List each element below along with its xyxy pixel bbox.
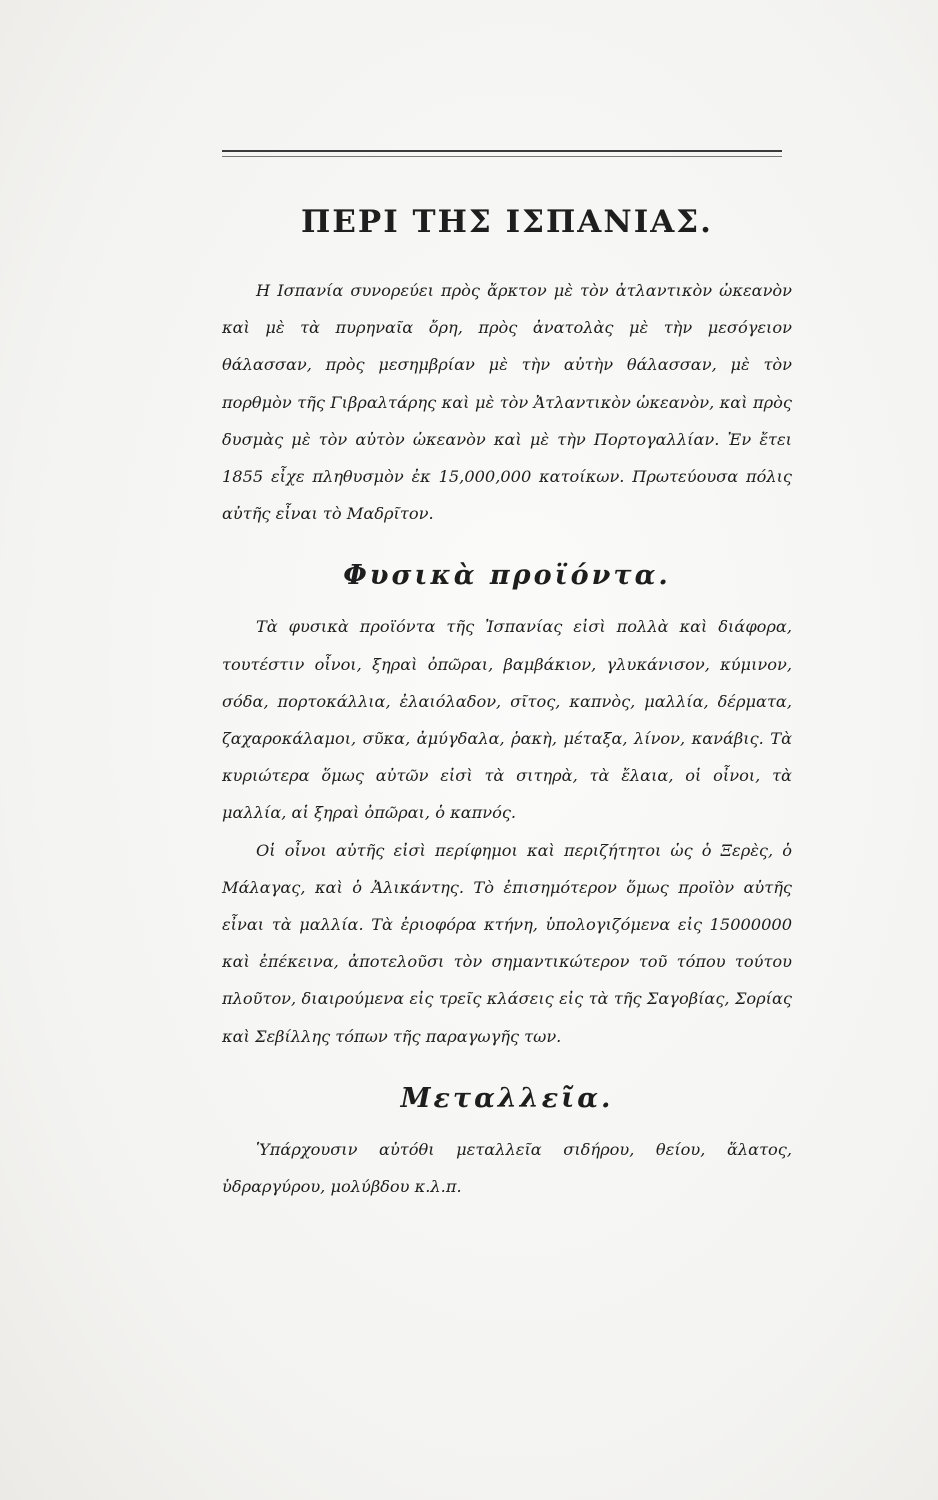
header-rule <box>222 150 782 152</box>
mines-paragraph: Ὑπάρχουσιν αὐτόθι μεταλλεῖα σιδήρου, θείου, ἅλατος, ὑδραργύρου, μολύβδου κ.λ.π. <box>222 1139 792 1197</box>
chapter-title: ΠΕΡΙ ΤΗΣ ΙΣΠΑΝΙΑΣ. <box>301 204 713 240</box>
header-rule-thin <box>222 156 782 157</box>
section-title-mines: Μεταλλεῖα. <box>400 1082 614 1114</box>
section-title-natural-products: Φυσικὰ προϊόντα. <box>343 560 671 592</box>
natural-products-paragraph-2: Οἱ οἶνοι αὐτῆς εἰσὶ περίφημοι καὶ περιζήτητοι ὡς ὁ Ξερὲς, ὁ Μάλαγας, καὶ ὁ Ἀλικάντης. Τὸ ἐπισημότερον ὅμως προϊὸν αὐτῆς εἶναι τὰ μαλλία. Τὰ ἐριοφόρα κτήνη, ὑπολογιζόμενα εἰς 15000000 καὶ ἐπέκεινα, ἀποτελοῦσι τὸν σημαντικώτερον τοῦ τόπου τούτου πλοῦτον, διαιρούμενα εἰς τρεῖς κλάσεις εἰς τὰ τῆς Σαγοβίας, Σορίας καὶ Σεβίλλης τόπων τῆς παραγωγῆς των. <box>222 840 792 1046</box>
natural-products-paragraph-1: Τὰ φυσικὰ προϊόντα τῆς Ἰσπανίας εἰσὶ πολλὰ καὶ διάφορα, τουτέστιν οἶνοι, ξηραὶ ὀπῶραι, βαμβάκιον, γλυκάνισον, κύμινον, σόδα, πορτοκάλλια, ἐλαιόλαδον, σῖτος, καπνὸς, μαλλία, δέρματα, ζαχαροκάλαμοι, σῦκα, ἀμύγδαλα, ῥακὴ, μέταξα, λίνον, κανάβις. Τὰ κυριώτερα ὅμως αὐτῶν εἰσὶ τὰ σιτηρὰ, τὰ ἔλαια, οἱ οἶνοι, τὰ μαλλία, αἱ ξηραὶ ὀπῶραι, ὁ καπνός. <box>222 617 792 823</box>
page-text <box>222 200 792 1205</box>
intro-paragraph: Η Ισπανία συνορεύει πρὸς ἄρκτον μὲ τὸν ἀτλαντικὸν ὠκεανὸν καὶ μὲ τὰ πυρηναῖα ὄρη, πρὸς ἀνατολὰς μὲ τὴν μεσόγειον θάλασσαν, πρὸς μεσημβρίαν μὲ τὴν αὐτὴν θάλασσαν, μὲ τὸν πορθμὸν τῆς Γιβραλτάρης καὶ μὲ τὸν Ἀτλαντικὸν ὠκεανὸν, καὶ πρὸς δυσμὰς μὲ τὸν αὐτὸν ὠκεανὸν καὶ μὲ τὴν Πορτογαλλίαν. Ἐν ἔτει 1855 εἶχε πληθυσμὸν ἐκ 15,000,000 κατοίκων. Πρωτεύουσα πόλις αὐτῆς εἶναι τὸ Μαδρῖτον. <box>222 281 792 524</box>
